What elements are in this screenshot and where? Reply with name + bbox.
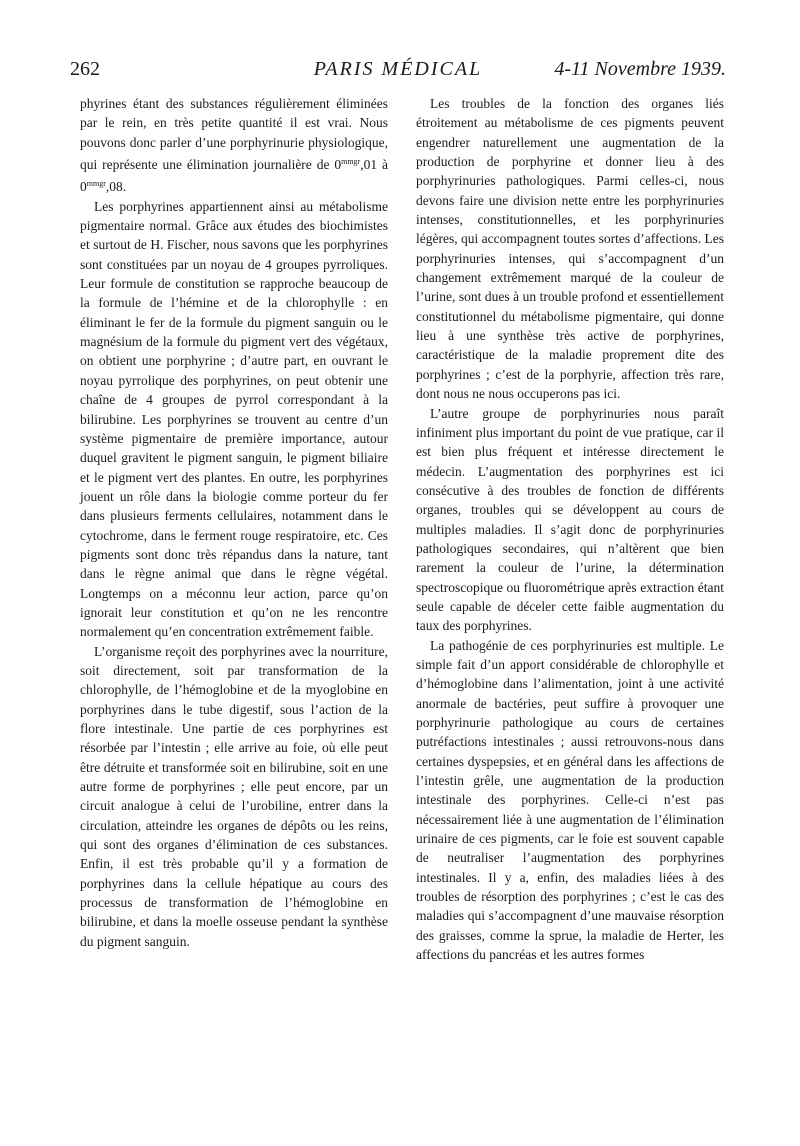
article-body	[80, 94, 724, 1134]
paragraph: Les porphyrines appartiennent ainsi au métabolisme pigmentaire normal. Grâce aux études des biochimistes et surtout de H. Fischer, nous savons que les porphyrines sont constituées par un noyau de 4 groupes pyrroliques. Leur formule de constitution se rapproche beaucoup de la formule de l’hémine et de la chlorophylle : en éliminant le fer de la formule du pigment sanguin ou le magnésium de la formule du pigment vert des végétaux, on obtient une porphyrine ; d’autre part, en ouvrant le noyau pyrrolique des porphyrines, on peut obtenir une chaîne de 4 groupes de pyrrol correspondant à la bilirubine. Les porphyrines se trouvent au centre d’un système pigmentaire de première importance, autour duquel gravitent le pigment sanguin, le pigment biliaire et le pigment vert des plantes. En outre, les porphyrines jouent un rôle dans la biologie comme porteur du fer dans plusieurs ferments cellulaires, notamment dans le cytochrome, dans le ferment rouge respiratoire, etc. Ces pigments sont donc très répandus dans la nature, tant dans le règne animal que dans le règne végétal. Longtemps on a méconnu leur action, parce qu’on ignorait leur constitution et qu’on ne les rencontre normalement qu’en concentration extrêmement faible.	[80, 198, 388, 640]
paragraph-text: phyrines étant des substances régulièrement éliminées par le rein, en très petite quantité il est vrai. Nous pouvons donc parler d’une porphyrinurie physiologique, qui représente une élimination journalière de 0	[80, 96, 388, 173]
issue-date: 4-11 Novembre 1939.	[554, 58, 726, 80]
unit-superscript: mmgr	[86, 179, 106, 189]
paragraph: La pathogénie de ces porphyrinuries est multiple. Le simple fait d’un apport considérable de chlorophylle et d’hémoglobine dans l’alimentation, joint à une activité anormale de bactéries, peut suffire à provoquer une porphyrinurie pathologique au cours de certaines putréfactions intestinales ; aussi retrouvons-nous dans certaines dyspepsies, et en général dans les affections de l’intestin grêle, une augmentation de la production intestinale des porphyrines. Celle-ci n’est pas nécessairement liée à une augmentation de l’élimination urinaire de ces pigments, car le foie est souvent capable de neutraliser l’augmentation des porphyrines intestinales. Il y a, enfin, des maladies liées à des troubles de résorption des porphyrines ; c’est le cas des maladies qui s’accompagnent d’une mauvaise résorption des graisses, comme la sprue, la maladie de Herter, les affections du pancréas et les autres formes	[416, 637, 724, 963]
page-number: 262	[70, 58, 100, 80]
unit-superscript: mmgr	[341, 157, 361, 167]
paragraph: Les troubles de la fonction des organes liés étroitement au métabolisme de ces pigments peuvent engendrer naturellement une augmentation de la production de porphyrine et donner lieu à des porphyrinuries pathologiques. Parmi celles-ci, nous devons faire une division nette entre les porphyrinuries intenses, constitutionnelles, et les porphyrinuries légères, qui accompagnent toutes sortes d’affections. Les porphyrinuries intenses, qui s’accompagnent d’un changement extrêmement marqué de la couleur de l’urine, sont dues à un trouble profond et essentiellement constitutionnel du métabolisme pigmentaire, qui donne lieu à une synthèse très active de porphyrines, caractéristique de la maladie proprement dite des porphyrines ; c’est de la porphyrie, affection très rare, dont nous ne nous occuperons pas ici.	[416, 96, 724, 402]
paragraph-text: ,01 à 0	[80, 157, 388, 195]
paragraph	[80, 94, 388, 197]
paragraph: L’autre groupe de porphyrinuries nous paraît infiniment plus important du point de vue pratique, car il est bien plus fréquent et intéresse directement le médecin. L’augmentation des porphyrines est ici consécutive à des troubles de fonction de différents organes, troubles qui se développent au cours de multiples maladies. Il s’agit donc de porphyrinuries pathologiques secondaires, qui n’altèrent que bien rarement la couleur de l’urine, la détermination spectroscopique ou fluorométrique après extraction étant seule capable de déceler cette faible augmentation du taux des porphyrines.	[416, 405, 724, 634]
paragraph-text: ,08.	[105, 179, 127, 195]
journal-title: PARIS MÉDICAL	[313, 58, 483, 80]
running-header	[70, 58, 726, 88]
paragraph: L’organisme reçoit des porphyrines avec la nourriture, soit directement, soit par transformation de la chlorophylle, de l’hémoglobine et de la myoglobine en porphyrines dans le tube digestif, sous l’action de la flore intestinale. Une partie de ces porphyrines est résorbée par l’intestin ; elle arrive au foie, où elle peut être détruite et transformée soit en bilirubine, soit en une autre forme de porphyrines ; elle peut encore, par un circuit analogue à celui de l’urobiline, entrer dans la circulation, atteindre les organes de dépôts ou les reins, qui sont des organes d’élimination de ces substances. Enfin, il est très probable qu’il y a formation de porphyrines dans la cellule hépatique au cours des processus de transformation de l’hémoglobine en bilirubine, et dans la moelle osseuse pendant la synthèse du pigment sanguin.	[80, 643, 388, 949]
left-column	[80, 94, 388, 1134]
right-column	[416, 94, 724, 1134]
